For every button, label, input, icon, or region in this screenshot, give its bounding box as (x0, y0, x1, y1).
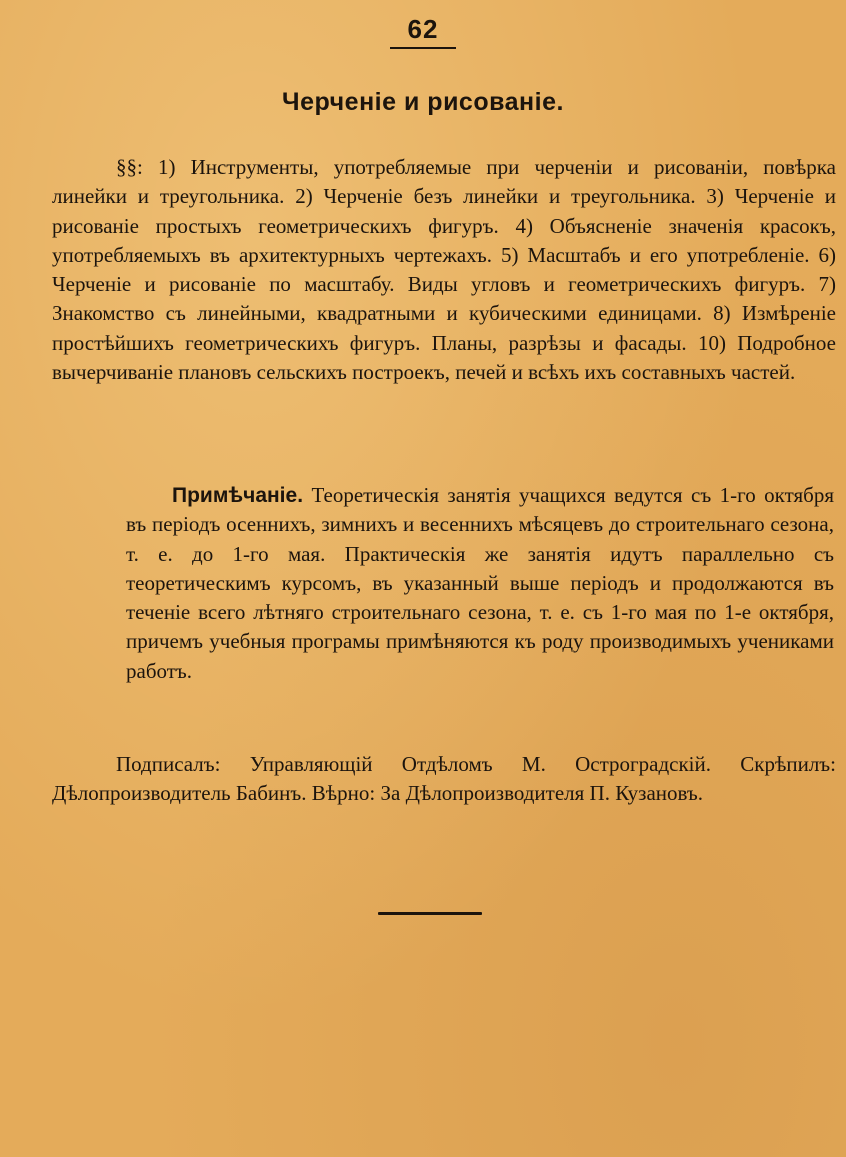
page-number-container (0, 14, 846, 49)
end-divider (378, 912, 482, 915)
note-paragraph (126, 481, 834, 686)
note-text: Теоретическія занятія учащихся ведутся съ 1-го октября въ періодъ осеннихъ, зимнихъ и весеннихъ мѣсяцевъ до строительнаго сезона, т. е. до 1-го мая. Практическія же занятія идутъ параллельно съ теоретическимъ курсомъ, въ указанный выше періодъ и продолжаются въ теченіе всего лѣтняго строительнаго сезона, т. е. съ 1-го мая по 1-е октября, причемъ учебныя програмы примѣняются къ роду производимыхъ учениками работъ. (126, 483, 834, 683)
note-label: Примѣчаніе. (172, 484, 304, 507)
section-heading: Черченіе и рисованіе. (282, 88, 564, 116)
signature-paragraph: Подписалъ: Управляющій Отдѣломъ М. Остроградскій. Скрѣпилъ: Дѣлопроизводитель Бабинъ. Вѣрно: За Дѣлопроизводителя П. Кузановъ. (52, 752, 836, 806)
topics-paragraph: §§: 1) Инструменты, употребляемые при черченіи и рисованіи, повѣрка линейки и треугольника. 2) Черченіе безъ линейки и треугольника. 3) Черченіе и рисованіе простыхъ геометрическихъ фигуръ. 4) Объясненіе значенія красокъ, употребляемыхъ въ архитектурныхъ чертежахъ. 5) Масштабъ и его употребленіе. 6) Черченіе и рисованіе по масштабу. Виды угловъ и геометрическихъ фигуръ. 7) Знакомство съ линейными, квадратными и кубическими единицами. 8) Измѣреніе простѣйшихъ геометрическихъ фигуръ. Планы, разрѣзы и фасады. 10) Подробное вычерчиваніе плановъ сельскихъ построекъ, печей и всѣхъ ихъ составныхъ частей. (52, 155, 836, 385)
page-number: 62 (390, 14, 457, 49)
